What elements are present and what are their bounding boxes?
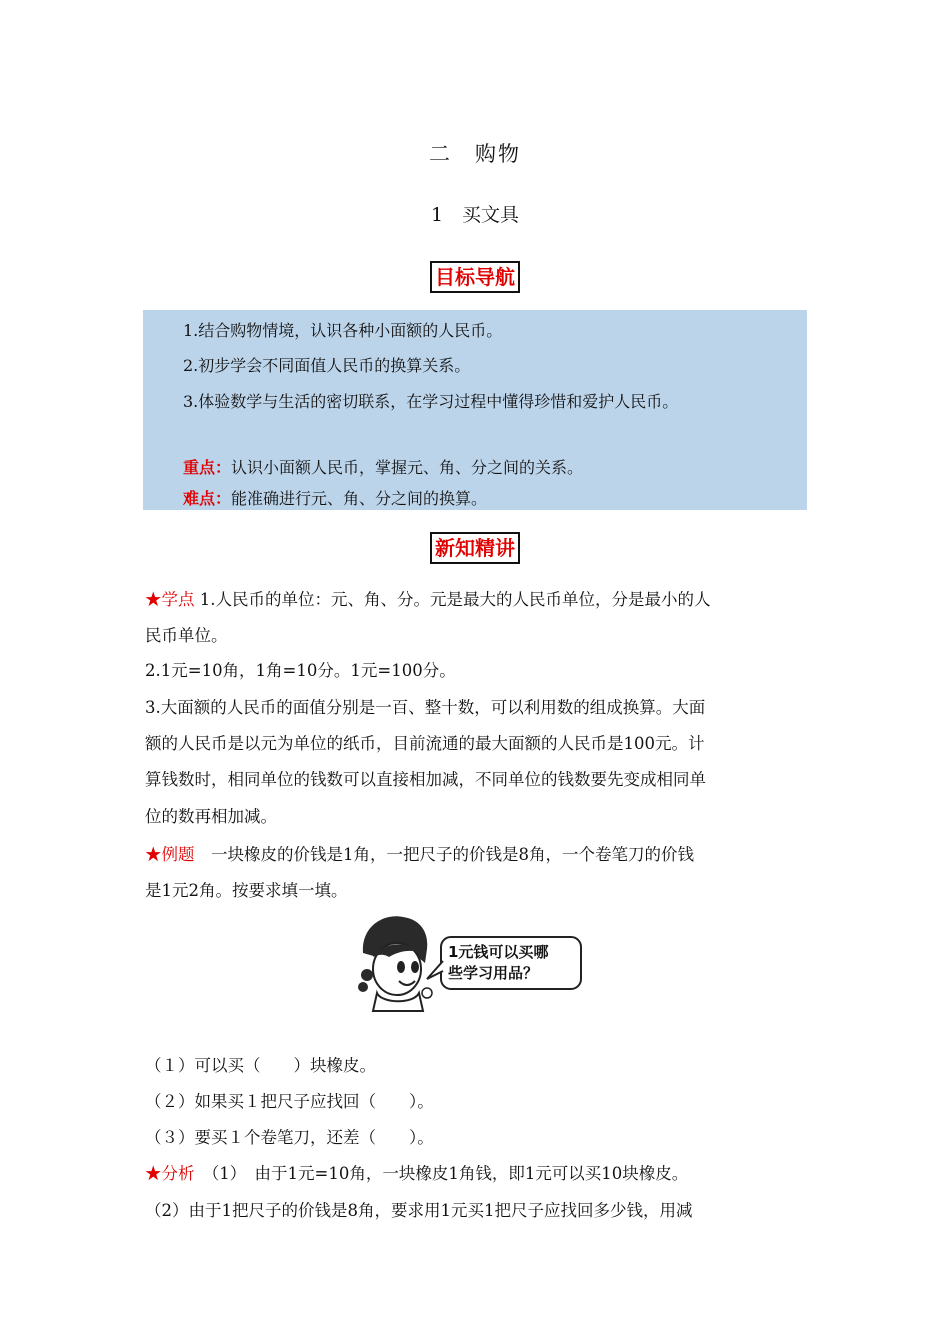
analysis-label: 分析 <box>161 1164 195 1183</box>
example-line-1 <box>145 841 694 865</box>
analysis-line-1 <box>145 1160 688 1184</box>
knowledge-line-7: 位的数再相加减。 <box>145 807 277 826</box>
speech-bubble-text <box>448 942 578 984</box>
example-line-2: 是1元2角。按要求填一填。 <box>145 881 348 900</box>
goal-item-2: 2.初步学会不同面值人民币的换算关系。 <box>183 356 471 375</box>
key-point <box>183 455 583 478</box>
new-knowledge-heading: 新知精讲 <box>430 532 520 564</box>
example-label: 例题 <box>161 845 195 864</box>
question-2: （２）如果买１把尺子应找回（ ）。 <box>145 1092 434 1111</box>
knowledge-line-1 <box>145 586 711 610</box>
difficulty-label: 难点： <box>183 489 232 508</box>
goal-item-3: 3.体验数学与生活的密切联系，在学习过程中懂得珍惜和爱护人民币。 <box>183 392 679 411</box>
example-text-1: 一块橡皮的价钱是1角，一把尺子的价钱是8角，一个卷笔刀的价钱 <box>194 845 694 864</box>
girl-illustration <box>355 913 587 1013</box>
knowledge-line-2: 民币单位。 <box>145 626 228 645</box>
point-label: 学点 <box>161 590 195 609</box>
goal-item-1: 1.结合购物情境，认识各种小面额的人民币。 <box>183 321 503 340</box>
goals-heading: 目标导航 <box>430 261 520 293</box>
knowledge-text-1: 1.人民币的单位：元、角、分。元是最大的人民币单位，分是最小的人 <box>194 590 711 609</box>
difficulty-point <box>183 486 487 509</box>
analysis-line-2: （2）由于1把尺子的价钱是8角，要求用1元买1把尺子应找回多少钱，用减 <box>145 1201 693 1220</box>
knowledge-line-4: 3.大面额的人民币的面值分别是一百、整十数，可以利用数的组成换算。大面 <box>145 698 706 717</box>
lesson-title: 1 买文具 <box>430 204 520 226</box>
question-1: （１）可以买（ ）块橡皮。 <box>145 1056 376 1075</box>
star-icon: ★ <box>145 590 162 609</box>
knowledge-line-3: 2.1元=10角，1角=10分。1元=100分。 <box>145 661 456 680</box>
knowledge-line-6: 算钱数时，相同单位的钱数可以直接相加减，不同单位的钱数要先变成相同单 <box>145 770 706 789</box>
bubble-line-1: 1元钱可以买哪 <box>448 943 549 961</box>
chapter-title: 二 购物 <box>429 142 521 166</box>
key-point-text: 认识小面额人民币，掌握元、角、分之间的关系。 <box>231 458 584 477</box>
key-point-label: 重点： <box>183 458 232 477</box>
question-3: （３）要买１个卷笔刀，还差（ ）。 <box>145 1128 434 1147</box>
star-icon: ★ <box>145 1164 162 1183</box>
analysis-text-1: （1） 由于1元=10角，一块橡皮1角钱，即1元可以买10块橡皮。 <box>194 1164 689 1183</box>
star-icon: ★ <box>145 845 162 864</box>
goals-box <box>143 310 807 510</box>
knowledge-line-5: 额的人民币是以元为单位的纸币，目前流通的最大面额的人民币是100元。计 <box>145 734 705 753</box>
difficulty-text: 能准确进行元、角、分之间的换算。 <box>231 489 488 508</box>
bubble-line-2: 些学习用品？ <box>448 964 539 982</box>
